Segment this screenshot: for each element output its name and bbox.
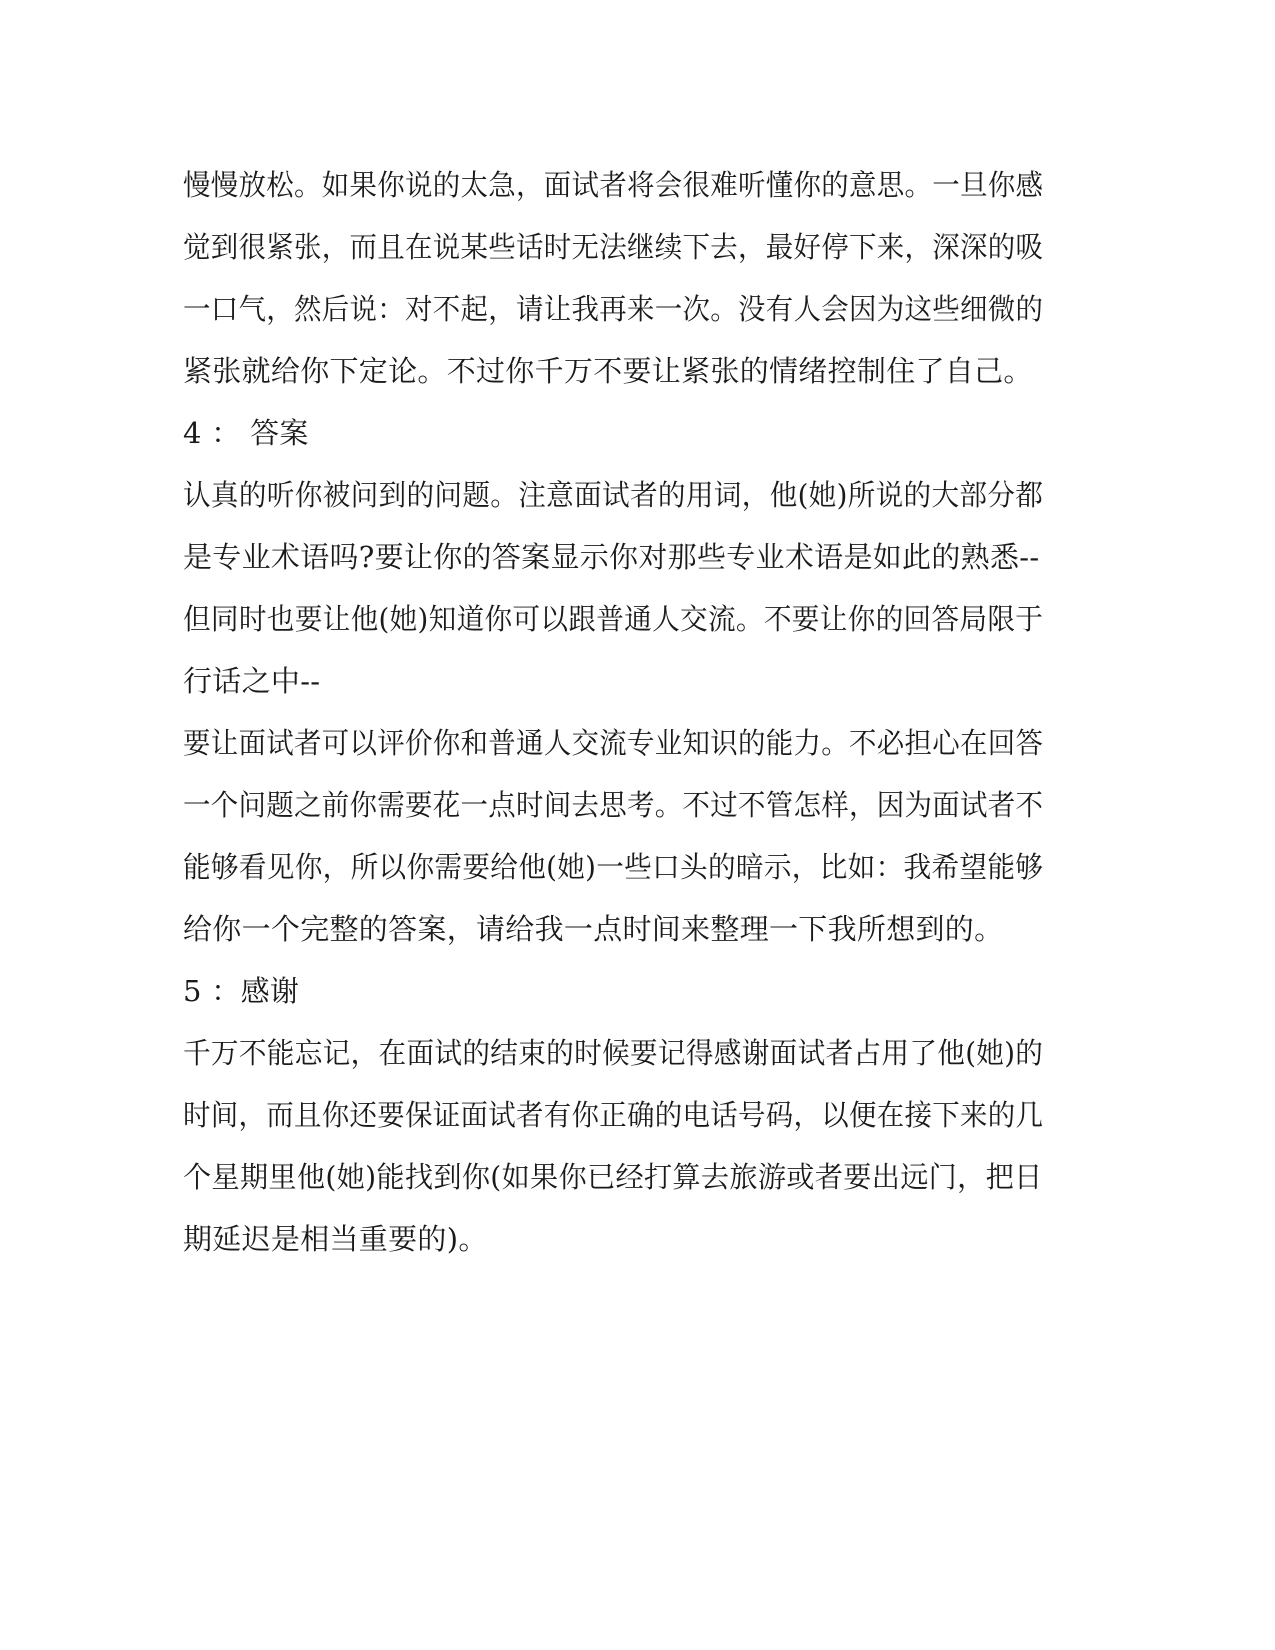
paragraph-line: 觉到很紧张，而且在说某些话时无法继续下去，最好停下来，深深的吸 — [183, 230, 1044, 264]
paragraph-line: 给你一个完整的答案，请给我一点时间来整理一下我所想到的。 — [183, 912, 1004, 946]
paragraph-line: 一口气，然后说：对不起，请让我再来一次。没有人会因为这些细微的 — [183, 292, 1044, 326]
paragraph-line: 期延迟是相当重要的)。 — [183, 1222, 488, 1256]
paragraph-line: 千万不能忘记，在面试的结束的时候要记得感谢面试者占用了他(她)的 — [183, 1036, 1044, 1070]
paragraph-line: 慢慢放松。如果你说的太急，面试者将会很难听懂你的意思。一旦你感 — [183, 168, 1044, 202]
paragraph-line: 紧张就给你下定论。不过你千万不要让紧张的情绪控制住了自己。 — [183, 354, 1033, 388]
paragraph-line: 但同时也要让他(她)知道你可以跟普通人交流。不要让你的回答局限于 — [183, 602, 1044, 636]
paragraph-line: 能够看见你，所以你需要给他(她)一些口头的暗示，比如：我希望能够 — [183, 850, 1044, 884]
paragraph-line: 要让面试者可以评价你和普通人交流专业知识的能力。不必担心在回答 — [183, 726, 1044, 760]
paragraph-line: 是专业术语吗?要让你的答案显示你对那些专业术语是如此的熟悉-- — [183, 540, 1040, 574]
paragraph-line: 个星期里他(她)能找到你(如果你已经打算去旅游或者要出远门，把日 — [183, 1160, 1043, 1194]
paragraph-line: 一个问题之前你需要花一点时间去思考。不过不管怎样，因为面试者不 — [183, 788, 1044, 822]
paragraph-line: 时间，而且你还要保证面试者有你正确的电话号码，以便在接下来的几 — [183, 1098, 1044, 1132]
section-heading: 4 ： 答案 — [183, 416, 309, 450]
section-heading: 5 ：感谢 — [183, 974, 300, 1008]
paragraph-line: 行话之中-- — [183, 664, 321, 698]
paragraph-line: 认真的听你被问到的问题。注意面试者的用词，他(她)所说的大部分都 — [183, 478, 1044, 512]
